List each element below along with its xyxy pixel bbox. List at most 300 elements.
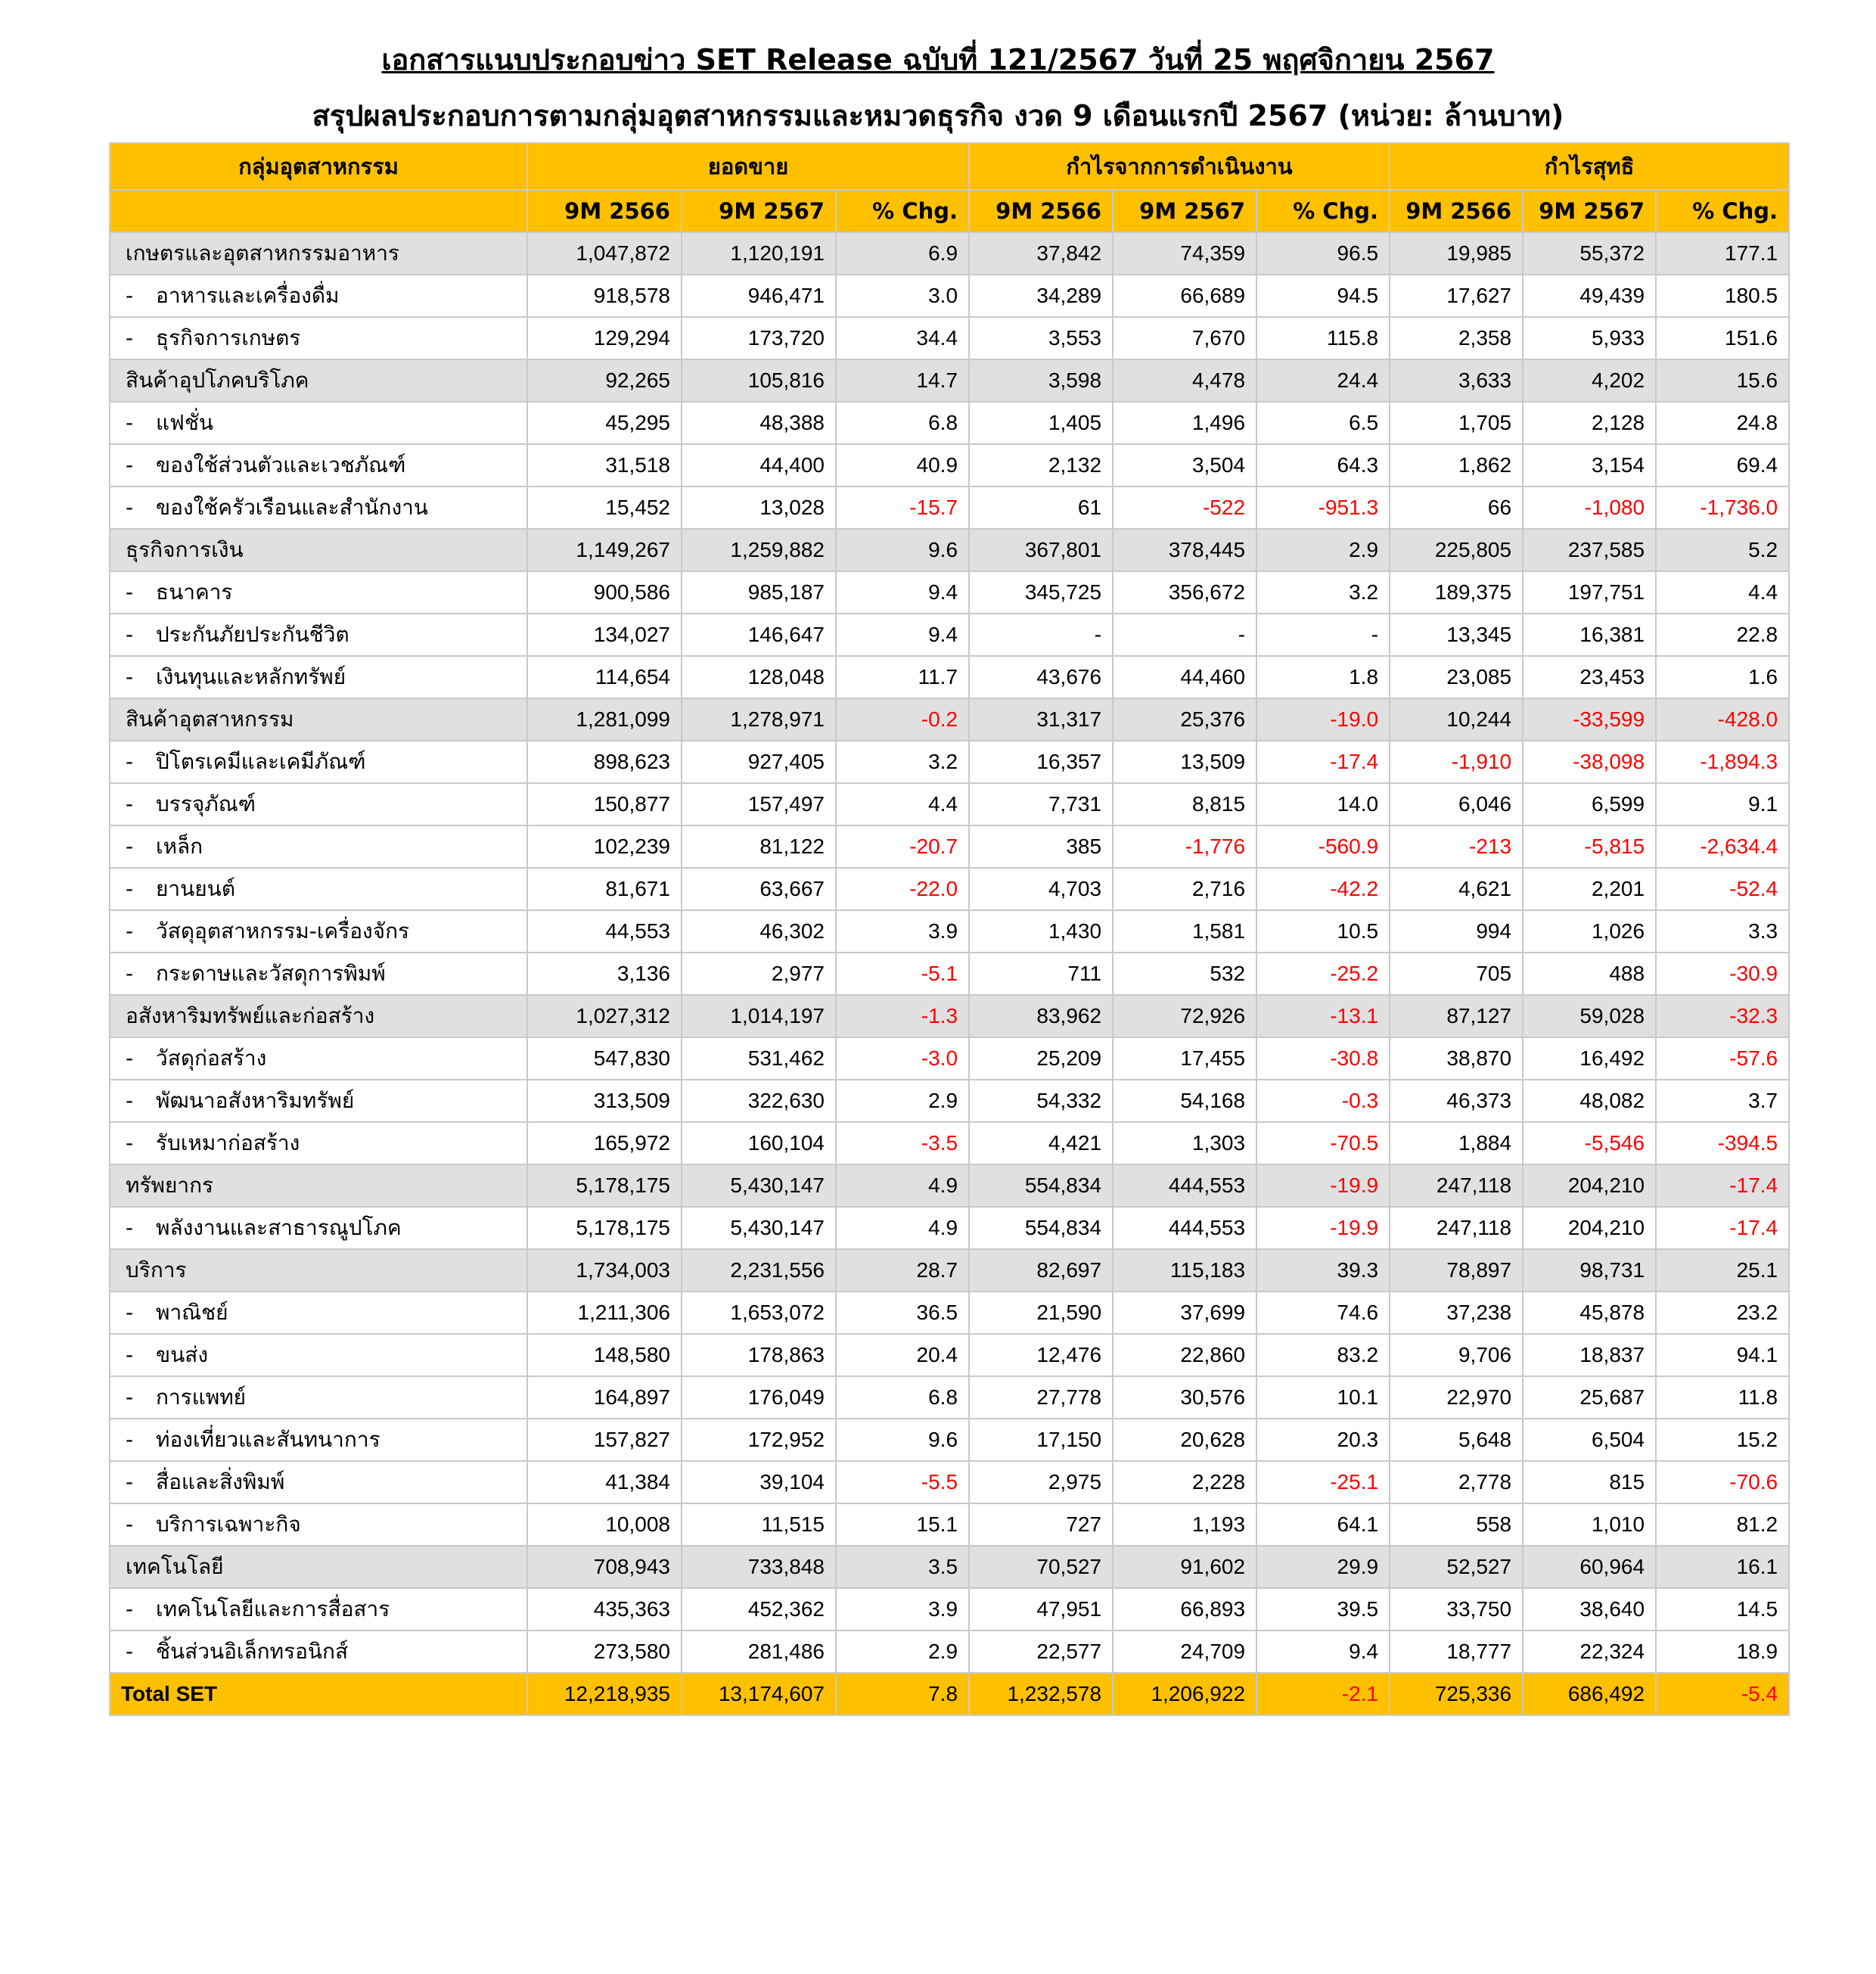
row-name: เกษตรและอุตสาหกรรมอาหาร <box>126 241 399 266</box>
value-cell: 11.7 <box>836 656 969 698</box>
value-cell: 17,455 <box>1113 1037 1256 1080</box>
row-name-cell <box>110 402 527 444</box>
table-row-group <box>110 1546 1789 1588</box>
document-title: เอกสารแนบประกอบข่าว SET Release ฉบับที่ 121/2567 วันที่ 25 พฤศจิกายน 2567 <box>381 43 1495 76</box>
value-cell: 46,302 <box>682 910 836 953</box>
value-cell: 54,168 <box>1113 1080 1256 1122</box>
table-row <box>110 783 1789 825</box>
value-cell: 3.0 <box>836 275 969 317</box>
row-name: ธุรกิจการเกษตร <box>156 325 301 350</box>
table-row-group <box>110 1249 1789 1292</box>
row-name-cell <box>110 1122 527 1164</box>
value-cell: - <box>1113 614 1256 656</box>
value-cell: 24.4 <box>1256 359 1390 402</box>
value-cell: 994 <box>1390 910 1523 953</box>
value-cell: 18,777 <box>1390 1630 1523 1673</box>
value-cell: 686,492 <box>1523 1673 1656 1715</box>
table-row <box>110 487 1789 529</box>
sub-prefix: - <box>126 1512 134 1537</box>
value-cell: -0.3 <box>1256 1080 1390 1122</box>
row-name: กระดาษและวัสดุการพิมพ์ <box>156 961 386 986</box>
value-cell: 82,697 <box>969 1249 1113 1292</box>
value-cell: 7,731 <box>969 783 1113 825</box>
row-name: บริการ <box>126 1257 187 1282</box>
table-row-group <box>110 1164 1789 1207</box>
value-cell: 2.9 <box>836 1630 969 1673</box>
value-cell: 9.6 <box>836 1419 969 1461</box>
value-cell: 1.6 <box>1656 656 1789 698</box>
row-name-cell <box>110 1376 527 1419</box>
table-row <box>110 1376 1789 1419</box>
value-cell: 1,027,312 <box>527 995 682 1037</box>
value-cell: -17.4 <box>1656 1164 1789 1207</box>
value-cell: 547,830 <box>527 1037 682 1080</box>
value-cell: -25.2 <box>1256 953 1390 995</box>
value-cell: 1,211,306 <box>527 1292 682 1334</box>
value-cell: 39,104 <box>682 1461 836 1503</box>
value-cell: -20.7 <box>836 825 969 868</box>
value-cell: 1,496 <box>1113 402 1256 444</box>
sub-prefix: - <box>126 1342 134 1367</box>
row-name-cell <box>110 1588 527 1630</box>
row-name: อสังหาริมทรัพย์และก่อสร้าง <box>126 1003 375 1028</box>
value-cell: 558 <box>1390 1503 1523 1546</box>
value-cell: 74,359 <box>1113 232 1256 275</box>
row-name: สินค้าอุตสาหกรรม <box>126 707 294 732</box>
value-cell: 3,633 <box>1390 359 1523 402</box>
value-cell: 356,672 <box>1113 571 1256 614</box>
value-cell: -17.4 <box>1656 1207 1789 1249</box>
sub-prefix: - <box>126 1046 134 1071</box>
sub-prefix: - <box>126 1596 134 1621</box>
row-name-cell <box>110 317 527 359</box>
value-cell: 22,577 <box>969 1630 1113 1673</box>
row-name: ธนาคาร <box>156 580 233 605</box>
table-row <box>110 317 1789 359</box>
value-cell: 10.1 <box>1256 1376 1390 1419</box>
value-cell: 367,801 <box>969 529 1113 571</box>
value-cell: -32.3 <box>1656 995 1789 1037</box>
value-cell: 898,623 <box>527 741 682 783</box>
row-name: พัฒนาอสังหาริมทรัพย์ <box>156 1088 355 1113</box>
value-cell: 4.9 <box>836 1207 969 1249</box>
value-cell: 13,028 <box>682 487 836 529</box>
value-cell: 1,705 <box>1390 402 1523 444</box>
value-cell: 1,653,072 <box>682 1292 836 1334</box>
value-cell: 6.5 <box>1256 402 1390 444</box>
row-name-cell <box>110 868 527 910</box>
value-cell: 25,687 <box>1523 1376 1656 1419</box>
value-cell: 151.6 <box>1656 317 1789 359</box>
table-row <box>110 1292 1789 1334</box>
table-row <box>110 571 1789 614</box>
value-cell: 2.9 <box>836 1080 969 1122</box>
value-cell: 25.1 <box>1656 1249 1789 1292</box>
value-cell: 237,585 <box>1523 529 1656 571</box>
table-row <box>110 275 1789 317</box>
value-cell: 1,047,872 <box>527 232 682 275</box>
row-name-cell <box>110 953 527 995</box>
value-cell: 72,926 <box>1113 995 1256 1037</box>
value-cell: 44,400 <box>682 444 836 487</box>
column-header: % Chg. <box>1256 190 1390 232</box>
value-cell: 70,527 <box>969 1546 1113 1588</box>
row-name: รับเหมาก่อสร้าง <box>156 1130 300 1155</box>
value-cell: 61 <box>969 487 1113 529</box>
sub-prefix: - <box>126 1130 134 1155</box>
table-row-group <box>110 359 1789 402</box>
value-cell: 37,842 <box>969 232 1113 275</box>
sub-prefix: - <box>126 1427 134 1452</box>
row-name-cell <box>110 1673 527 1715</box>
value-cell: 34.4 <box>836 317 969 359</box>
value-cell: 4.4 <box>836 783 969 825</box>
row-name: พลังงานและสาธารณูปโภค <box>156 1215 402 1240</box>
value-cell: 918,578 <box>527 275 682 317</box>
value-cell: -13.1 <box>1256 995 1390 1037</box>
value-cell: 3.9 <box>836 1588 969 1630</box>
value-cell: 20.4 <box>836 1334 969 1376</box>
value-cell: 28.7 <box>836 1249 969 1292</box>
value-cell: 22,860 <box>1113 1334 1256 1376</box>
value-cell: 172,952 <box>682 1419 836 1461</box>
value-cell: 157,827 <box>527 1419 682 1461</box>
row-name-cell <box>110 656 527 698</box>
value-cell: -38,098 <box>1523 741 1656 783</box>
value-cell: 2,358 <box>1390 317 1523 359</box>
value-cell: -1,080 <box>1523 487 1656 529</box>
value-cell: 435,363 <box>527 1588 682 1630</box>
value-cell: 6.9 <box>836 232 969 275</box>
table-row <box>110 444 1789 487</box>
row-name-cell <box>110 698 527 741</box>
value-cell: -25.1 <box>1256 1461 1390 1503</box>
value-cell: 9,706 <box>1390 1334 1523 1376</box>
sub-prefix: - <box>126 1469 134 1494</box>
value-cell: 727 <box>969 1503 1113 1546</box>
row-name-cell <box>110 1292 527 1334</box>
value-cell: -5,815 <box>1523 825 1656 868</box>
value-cell: 2,231,556 <box>682 1249 836 1292</box>
value-cell: 64.1 <box>1256 1503 1390 1546</box>
value-cell: 900,586 <box>527 571 682 614</box>
table-row <box>110 1419 1789 1461</box>
value-cell: -394.5 <box>1656 1122 1789 1164</box>
value-cell: 45,878 <box>1523 1292 1656 1334</box>
value-cell: 16.1 <box>1656 1546 1789 1588</box>
value-cell: 13,174,607 <box>682 1673 836 1715</box>
value-cell: 1,581 <box>1113 910 1256 953</box>
value-cell: -951.3 <box>1256 487 1390 529</box>
value-cell: 15.2 <box>1656 1419 1789 1461</box>
value-cell: 488 <box>1523 953 1656 995</box>
value-cell: 946,471 <box>682 275 836 317</box>
value-cell: 54,332 <box>969 1080 1113 1122</box>
table-row <box>110 614 1789 656</box>
row-name-cell <box>110 741 527 783</box>
value-cell: 52,527 <box>1390 1546 1523 1588</box>
value-cell: 40.9 <box>836 444 969 487</box>
value-cell: 927,405 <box>682 741 836 783</box>
sub-prefix: - <box>126 961 134 986</box>
row-name-cell <box>110 1461 527 1503</box>
value-cell: 1,120,191 <box>682 232 836 275</box>
column-header: 9M 2567 <box>1113 190 1256 232</box>
column-header: 9M 2566 <box>969 190 1113 232</box>
value-cell: -3.5 <box>836 1122 969 1164</box>
value-cell: 36.5 <box>836 1292 969 1334</box>
value-cell: 83.2 <box>1256 1334 1390 1376</box>
value-cell: 18,837 <box>1523 1334 1656 1376</box>
value-cell: 94.5 <box>1256 275 1390 317</box>
sub-prefix: - <box>126 410 134 435</box>
value-cell: 16,381 <box>1523 614 1656 656</box>
group-header-row <box>110 143 1789 190</box>
row-name: บรรจุภัณฑ์ <box>156 791 256 816</box>
column-header: 9M 2566 <box>1390 190 1523 232</box>
value-cell: 64.3 <box>1256 444 1390 487</box>
value-cell: 10.5 <box>1256 910 1390 953</box>
sub-prefix: - <box>126 622 134 647</box>
value-cell: 1.8 <box>1256 656 1390 698</box>
value-cell: 17,627 <box>1390 275 1523 317</box>
value-cell: 34,289 <box>969 275 1113 317</box>
value-cell: 115.8 <box>1256 317 1390 359</box>
value-cell: 29.9 <box>1256 1546 1390 1588</box>
sub-prefix: - <box>126 919 134 943</box>
row-name: ของใช้ครัวเรือนและสำนักงาน <box>156 495 429 520</box>
row-name: วัสดุอุตสาหกรรม-เครื่องจักร <box>156 919 410 943</box>
row-name-cell <box>110 1164 527 1207</box>
sub-prefix: - <box>126 452 134 477</box>
value-cell: 13,509 <box>1113 741 1256 783</box>
value-cell: 3.2 <box>1256 571 1390 614</box>
row-name-cell <box>110 1419 527 1461</box>
value-cell: -19.0 <box>1256 698 1390 741</box>
value-cell: 23.2 <box>1656 1292 1789 1334</box>
value-cell: 66 <box>1390 487 1523 529</box>
value-cell: 83,962 <box>969 995 1113 1037</box>
value-cell: 2,975 <box>969 1461 1113 1503</box>
value-cell: -19.9 <box>1256 1164 1390 1207</box>
row-name: พาณิชย์ <box>156 1300 228 1325</box>
row-name: เทคโนโลยี <box>126 1554 224 1579</box>
value-cell: -15.7 <box>836 487 969 529</box>
value-cell: -57.6 <box>1656 1037 1789 1080</box>
value-cell: 38,640 <box>1523 1588 1656 1630</box>
value-cell: 160,104 <box>682 1122 836 1164</box>
value-cell: 452,362 <box>682 1588 836 1630</box>
value-cell: 37,699 <box>1113 1292 1256 1334</box>
value-cell: 114,654 <box>527 656 682 698</box>
value-cell: 49,439 <box>1523 275 1656 317</box>
value-cell: 532 <box>1113 953 1256 995</box>
table-row <box>110 402 1789 444</box>
value-cell: -52.4 <box>1656 868 1789 910</box>
value-cell: 711 <box>969 953 1113 995</box>
value-cell: -0.2 <box>836 698 969 741</box>
value-cell: 3,154 <box>1523 444 1656 487</box>
value-cell: 81,671 <box>527 868 682 910</box>
value-cell: 1,405 <box>969 402 1113 444</box>
value-cell: 2,716 <box>1113 868 1256 910</box>
value-cell: 15.1 <box>836 1503 969 1546</box>
value-cell: 1,149,267 <box>527 529 682 571</box>
row-name: ยานยนต์ <box>156 876 235 901</box>
column-header: 9M 2567 <box>1523 190 1656 232</box>
sub-prefix: - <box>126 791 134 816</box>
value-cell: 1,884 <box>1390 1122 1523 1164</box>
table-row <box>110 953 1789 995</box>
value-cell: 197,751 <box>1523 571 1656 614</box>
row-name: วัสดุก่อสร้าง <box>156 1046 267 1071</box>
industry-group-header: กลุ่มอุตสาหกรรม <box>110 143 527 190</box>
value-cell: -560.9 <box>1256 825 1390 868</box>
row-name-cell <box>110 783 527 825</box>
value-cell: 16,492 <box>1523 1037 1656 1080</box>
row-name: ท่องเที่ยวและสันทนาการ <box>156 1427 380 1452</box>
row-name-cell <box>110 487 527 529</box>
value-cell: 204,210 <box>1523 1207 1656 1249</box>
value-cell: 43,676 <box>969 656 1113 698</box>
value-cell: 12,476 <box>969 1334 1113 1376</box>
value-cell: -30.9 <box>1656 953 1789 995</box>
value-cell: 1,010 <box>1523 1503 1656 1546</box>
value-cell: 30,576 <box>1113 1376 1256 1419</box>
value-cell: 9.4 <box>836 571 969 614</box>
row-name-cell <box>110 1546 527 1588</box>
value-cell: 102,239 <box>527 825 682 868</box>
table-row <box>110 1503 1789 1546</box>
value-cell: 66,689 <box>1113 275 1256 317</box>
value-cell: 176,049 <box>682 1376 836 1419</box>
document-subtitle: สรุปผลประกอบการตามกลุ่มอุตสาหกรรมและหมวดธุรกิจ งวด 9 เดือนแรกปี 2567 (หน่วย: ล้านบาท) <box>312 99 1564 132</box>
sub-prefix: - <box>126 580 134 605</box>
value-cell: -5.5 <box>836 1461 969 1503</box>
operating-profit-header: กำไรจากการดำเนินงาน <box>969 143 1390 190</box>
value-cell: 3.3 <box>1656 910 1789 953</box>
value-cell: 177.1 <box>1656 232 1789 275</box>
value-cell: 7.8 <box>836 1673 969 1715</box>
value-cell: 46,373 <box>1390 1080 1523 1122</box>
row-name: ธุรกิจการเงิน <box>126 537 244 562</box>
value-cell: 92,265 <box>527 359 682 402</box>
value-cell: 5,178,175 <box>527 1207 682 1249</box>
value-cell: 2,132 <box>969 444 1113 487</box>
value-cell: 19,985 <box>1390 232 1523 275</box>
value-cell: 33,750 <box>1390 1588 1523 1630</box>
row-name-cell <box>110 1334 527 1376</box>
value-cell: -5,546 <box>1523 1122 1656 1164</box>
value-cell: 22,970 <box>1390 1376 1523 1419</box>
table-row <box>110 1122 1789 1164</box>
table-row <box>110 1080 1789 1122</box>
row-name-cell <box>110 571 527 614</box>
value-cell: 13,345 <box>1390 614 1523 656</box>
table-row <box>110 1334 1789 1376</box>
value-cell: 9.1 <box>1656 783 1789 825</box>
value-cell: 2,128 <box>1523 402 1656 444</box>
table-row <box>110 741 1789 783</box>
value-cell: 247,118 <box>1390 1164 1523 1207</box>
value-cell: -17.4 <box>1256 741 1390 783</box>
value-cell: -428.0 <box>1656 698 1789 741</box>
table-row-total <box>110 1673 1789 1715</box>
value-cell: 378,445 <box>1113 529 1256 571</box>
table-row <box>110 825 1789 868</box>
value-cell: -2.1 <box>1256 1673 1390 1715</box>
value-cell: 165,972 <box>527 1122 682 1164</box>
value-cell: 5.2 <box>1656 529 1789 571</box>
table-row <box>110 1630 1789 1673</box>
value-cell: -33,599 <box>1523 698 1656 741</box>
value-cell: 815 <box>1523 1461 1656 1503</box>
value-cell: 3,553 <box>969 317 1113 359</box>
row-name-cell <box>110 529 527 571</box>
value-cell: 1,430 <box>969 910 1113 953</box>
value-cell: 23,085 <box>1390 656 1523 698</box>
value-cell: 39.3 <box>1256 1249 1390 1292</box>
row-name: ทรัพยากร <box>126 1173 214 1198</box>
row-name-cell <box>110 825 527 868</box>
column-header: % Chg. <box>836 190 969 232</box>
value-cell: 129,294 <box>527 317 682 359</box>
value-cell: 41,384 <box>527 1461 682 1503</box>
value-cell: 16,357 <box>969 741 1113 783</box>
value-cell: 47,951 <box>969 1588 1113 1630</box>
row-name: สินค้าอุปโภคบริโภค <box>126 368 309 393</box>
value-cell: -1,894.3 <box>1656 741 1789 783</box>
value-cell: 531,462 <box>682 1037 836 1080</box>
row-name: Total SET <box>121 1682 218 1705</box>
value-cell: 1,193 <box>1113 1503 1256 1546</box>
value-cell: 273,580 <box>527 1630 682 1673</box>
sub-prefix: - <box>126 495 134 520</box>
performance-table <box>109 142 1790 1716</box>
value-cell: 38,870 <box>1390 1037 1523 1080</box>
value-cell: 6,046 <box>1390 783 1523 825</box>
value-cell: 2.9 <box>1256 529 1390 571</box>
value-cell: 14.0 <box>1256 783 1390 825</box>
value-cell: 9.6 <box>836 529 969 571</box>
table-row <box>110 910 1789 953</box>
value-cell: 39.5 <box>1256 1588 1390 1630</box>
value-cell: 1,206,922 <box>1113 1673 1256 1715</box>
value-cell: 5,430,147 <box>682 1207 836 1249</box>
row-name-cell <box>110 1037 527 1080</box>
value-cell: 2,778 <box>1390 1461 1523 1503</box>
row-name-cell <box>110 1503 527 1546</box>
row-name: แฟชั่น <box>156 410 214 435</box>
value-cell: 1,281,099 <box>527 698 682 741</box>
value-cell: 8,815 <box>1113 783 1256 825</box>
value-cell: 24.8 <box>1656 402 1789 444</box>
value-cell: 3,136 <box>527 953 682 995</box>
value-cell: 247,118 <box>1390 1207 1523 1249</box>
row-name: เหล็ก <box>156 834 203 859</box>
row-name: สื่อและสิ่งพิมพ์ <box>156 1469 285 1494</box>
row-name: อาหารและเครื่องดื่ม <box>156 283 340 308</box>
table-row <box>110 1588 1789 1630</box>
value-cell: 48,388 <box>682 402 836 444</box>
value-cell: 708,943 <box>527 1546 682 1588</box>
value-cell: -522 <box>1113 487 1256 529</box>
value-cell: 4.9 <box>836 1164 969 1207</box>
table-row <box>110 1037 1789 1080</box>
table-row-group <box>110 529 1789 571</box>
value-cell: 87,127 <box>1390 995 1523 1037</box>
value-cell: 1,734,003 <box>527 1249 682 1292</box>
